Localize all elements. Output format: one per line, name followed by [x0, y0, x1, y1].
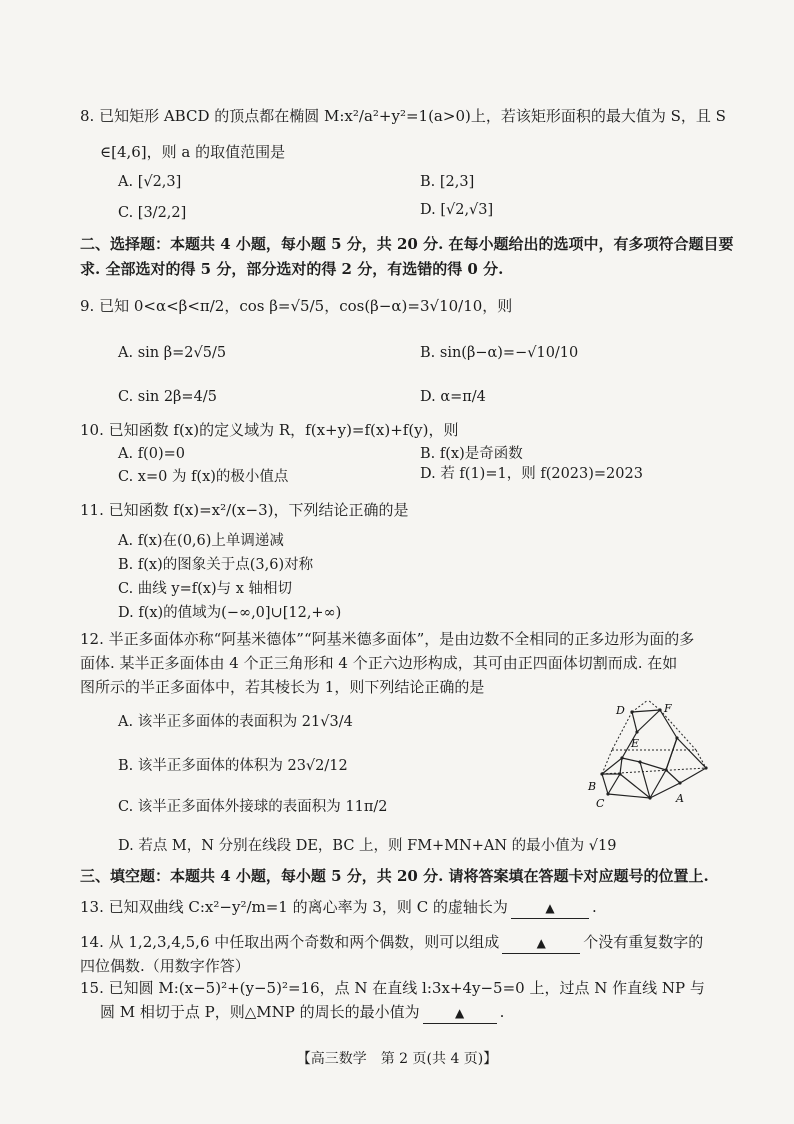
q14-answer-blank[interactable]	[502, 932, 580, 954]
q12-stem-line2: 面体. 某半正多面体由 4 个正三角形和 4 个正六边形构成，其可由正四面体切割而成. 在如	[80, 654, 678, 672]
q8-option-b: B. [2,3]	[420, 174, 475, 190]
blank-triangle-icon: ▲	[545, 901, 555, 915]
vertex-label-b: B	[588, 780, 597, 793]
section3-header: 三、填空题：本题共 4 小题，每小题 5 分，共 20 分. 请将答案填在答题卡对应题号的位置上.	[80, 867, 709, 885]
vertex-label-d: D	[616, 704, 625, 717]
q13-answer-blank[interactable]	[511, 897, 589, 919]
q15-answer-blank[interactable]	[423, 1002, 497, 1024]
q15-line2	[100, 1002, 504, 1024]
q12-option-a: A. 该半正多面体的表面积为 21√3/4	[118, 714, 353, 730]
q11-option-a: A. f(x)在(0,6)上单调递减	[118, 533, 284, 549]
section2-header-line1: 二、选择题：本题共 4 小题，每小题 5 分，共 20 分. 在每小题给出的选项中，有多项符合题目要	[80, 235, 734, 253]
vertex-label-e: E	[631, 737, 640, 750]
q12-option-d: D. 若点 M，N 分别在线段 DE，BC 上，则 FM+MN+AN 的最小值为 √19	[118, 838, 617, 854]
truncated-tetrahedron-figure	[580, 690, 715, 815]
page-footer: 【高三数学 第 2 页(共 4 页)】	[296, 1051, 498, 1067]
q12-stem-line3: 图所示的半正多面体中，若其棱长为 1，则下列结论正确的是	[80, 678, 485, 696]
q13-stem-end: .	[591, 898, 597, 916]
q14-line1	[80, 932, 703, 954]
q8-option-d: D. [√2,√3]	[420, 202, 494, 218]
vertex-label-c: C	[596, 797, 605, 810]
vertex-label-a: A	[676, 792, 684, 805]
q10-option-d: D. 若 f(1)=1，则 f(2023)=2023	[420, 466, 643, 482]
q10-option-b: B. f(x)是奇函数	[420, 446, 523, 462]
q8-stem-line2: ∈[4,6]，则 a 的取值范围是	[100, 143, 286, 161]
q12-option-b: B. 该半正多面体的体积为 23√2/12	[118, 758, 348, 774]
q8-option-c: C. [3/2,2]	[118, 205, 187, 221]
q15-stem-end: .	[499, 1003, 505, 1021]
q9-option-a: A. sin β=2√5/5	[118, 345, 227, 361]
q15-line1: 15. 已知圆 M:(x−5)²+(y−5)²=16，点 N 在直线 l:3x+4y−5=0 上，过点 N 作直线 NP 与	[80, 979, 705, 997]
q14-line2: 四位偶数.（用数字作答）	[80, 957, 250, 975]
q10-option-a: A. f(0)=0	[118, 446, 185, 462]
q9-option-b: B. sin(β−α)=−√10/10	[420, 345, 579, 361]
q10-option-c: C. x=0 为 f(x)的极小值点	[118, 469, 289, 485]
q14-stem-cont: 个没有重复数字的	[583, 933, 704, 951]
q15-stem: 圆 M 相切于点 P，则△MNP 的周长的最小值为	[100, 1003, 420, 1021]
q8-option-a: A. [√2,3]	[118, 174, 182, 190]
blank-triangle-icon: ▲	[536, 936, 546, 950]
q8-stem-line1: 8. 已知矩形 ABCD 的顶点都在椭圆 M:x²/a²+y²=1(a>0)上，若该矩形面积的最大值为 S，且 S	[80, 107, 726, 125]
q11-option-b: B. f(x)的图象关于点(3,6)对称	[118, 557, 314, 573]
q9-stem: 9. 已知 0<α<β<π/2，cos β=√5/5，cos(β−α)=3√10/10，则	[80, 297, 513, 315]
q9-option-c: C. sin 2β=4/5	[118, 389, 217, 405]
q11-stem: 11. 已知函数 f(x)=x²/(x−3)，下列结论正确的是	[80, 501, 409, 519]
q10-stem: 10. 已知函数 f(x)的定义域为 R，f(x+y)=f(x)+f(y)，则	[80, 421, 459, 439]
q14-stem: 14. 从 1,2,3,4,5,6 中任取出两个奇数和两个偶数，则可以组成	[80, 933, 500, 951]
q11-option-d: D. f(x)的值域为(−∞,0]∪[12,+∞)	[118, 605, 342, 621]
q13-stem: 13. 已知双曲线 C:x²−y²/m=1 的离心率为 3，则 C 的虚轴长为	[80, 898, 508, 916]
q12-stem-line1: 12. 半正多面体亦称“阿基米德体”“阿基米德多面体”，是由边数不全相同的正多边形为面的多	[80, 630, 695, 648]
q11-option-c: C. 曲线 y=f(x)与 x 轴相切	[118, 581, 292, 597]
q12-option-c: C. 该半正多面体外接球的表面积为 11π/2	[118, 799, 388, 815]
vertex-label-f: F	[664, 702, 672, 715]
q13-line	[80, 897, 597, 919]
q9-option-d: D. α=π/4	[420, 389, 486, 405]
section2-header-line2: 求. 全部选对的得 5 分，部分选对的得 2 分，有选错的得 0 分.	[80, 260, 504, 278]
blank-triangle-icon: ▲	[455, 1006, 465, 1020]
